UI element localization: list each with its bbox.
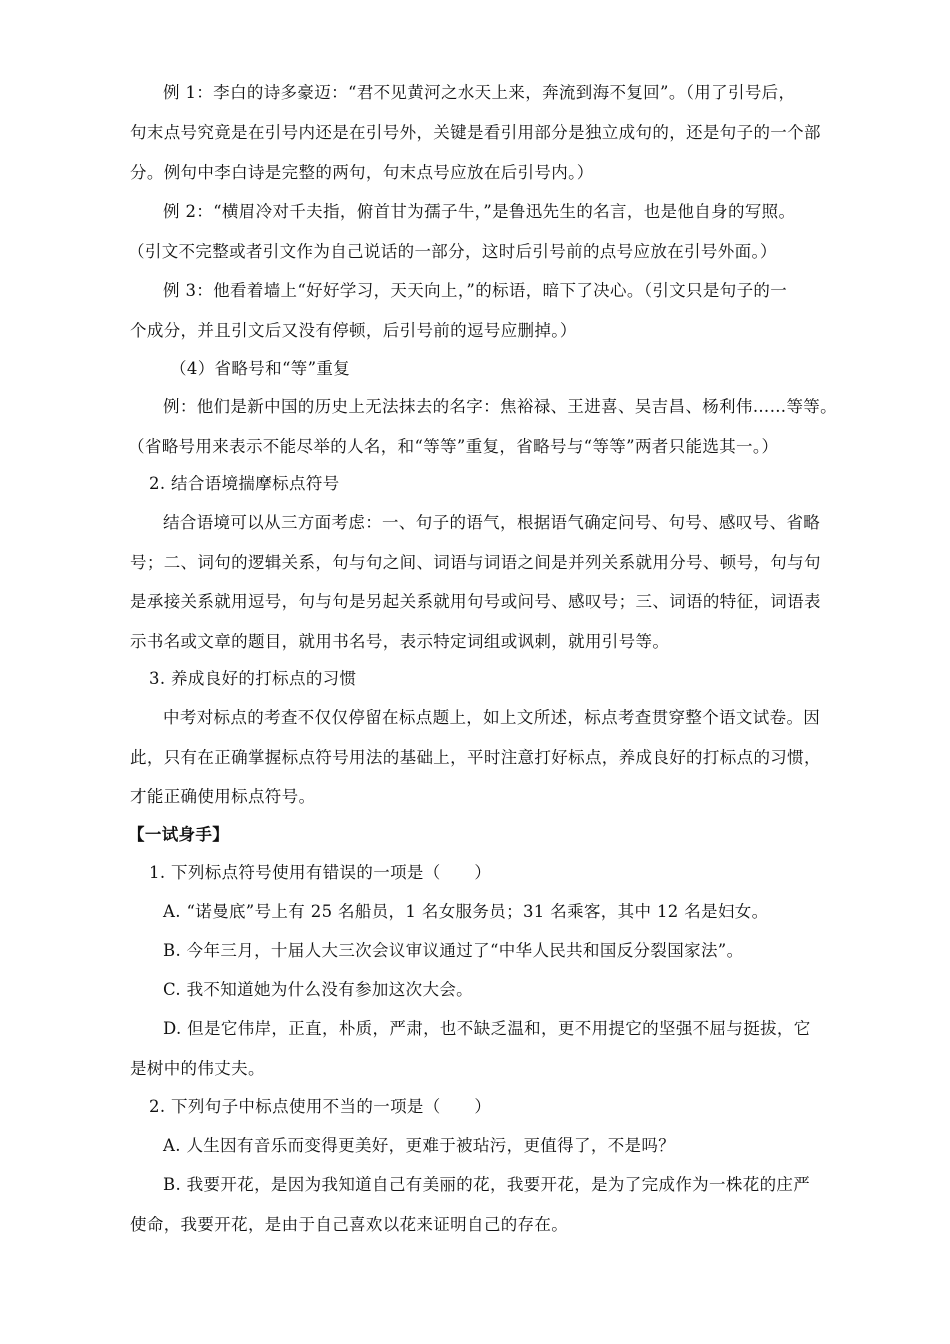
exercise-heading: 【一试身手】 xyxy=(128,825,230,844)
text-line: 例 1：李白的诗多豪迈：“君不见黄河之水天上来，奔流到海不复回”。（用了引号后， xyxy=(163,83,796,102)
text-line: 号；二、词句的逻辑关系，句与句之间、词语与词语之间是并列关系就用分号、顿号，句与句 xyxy=(130,553,821,572)
text-line: 句末点号究竟是在引号内还是在引号外，关键是看引用部分是独立成句的，还是句子的一个部 xyxy=(130,123,821,142)
option-line: D. 但是它伟岸，正直，朴质，严肃，也不缺乏温和，更不用提它的坚强不屈与挺拔，它 xyxy=(163,1019,811,1038)
text-line: 个成分，并且引文后又没有停顿，后引号前的逗号应删掉。） xyxy=(130,321,577,340)
option-line: A. 人生因有音乐而变得更美好，更难于被玷污，更值得了，不是吗？ xyxy=(163,1136,676,1155)
question-line: 1. 下列标点符号使用有错误的一项是（ ） xyxy=(149,863,492,882)
text-line: 此，只有在正确掌握标点符号用法的基础上，平时注意打好标点，养成良好的打标点的习惯， xyxy=(130,748,821,767)
question-line: 2. 下列句子中标点使用不当的一项是（ ） xyxy=(149,1097,492,1116)
option-line: C. 我不知道她为什么没有参加这次大会。 xyxy=(163,980,474,999)
text-line: 示书名或文章的题目，就用书名号，表示特定词组或讽刺，就用引号等。 xyxy=(130,632,670,651)
section-heading: 2. 结合语境揣摩标点符号 xyxy=(149,474,340,493)
option-line: B. 今年三月，十届人大三次会议审议通过了“中华人民共和国反分裂国家法”。 xyxy=(163,941,744,960)
text-line: 是承接关系就用逗号，句与句是另起关系就用句号或问号、感叹号；三、词语的特征，词语表 xyxy=(130,592,821,611)
text-line: 例 3：他看着墙上“好好学习，天天向上，”的标语，暗下了决心。（引文只是句子的一 xyxy=(163,281,788,300)
option-line: 是树中的伟丈夫。 xyxy=(130,1059,265,1078)
text-line: 才能正确使用标点符号。 xyxy=(130,787,316,806)
option-line: A. “诺曼底”号上有 25 名船员，1 名女服务员；31 名乘客，其中 12 名是妇女。 xyxy=(163,902,769,921)
text-line: （引文不完整或者引文作为自己说话的一部分，这时后引号前的点号应放在引号外面。） xyxy=(128,242,777,261)
text-line: 例：他们是新中国的历史上无法抹去的名字：焦裕禄、王进喜、吴吉昌、杨利伟……等等。 xyxy=(163,397,837,416)
option-line: 使命，我要开花，是由于自己喜欢以花来证明自己的存在。 xyxy=(130,1215,569,1234)
text-line: 分。例句中李白诗是完整的两句，句末点号应放在后引号内。） xyxy=(130,163,594,182)
section-heading: 3. 养成良好的打标点的习惯 xyxy=(149,669,357,688)
text-line: 中考对标点的考查不仅仅停留在标点题上，如上文所述，标点考查贯穿整个语文试卷。因 xyxy=(163,708,821,727)
text-line: 例 2：“横眉冷对千夫指，俯首甘为孺子牛，”是鲁迅先生的名言，也是他自身的写照。 xyxy=(163,202,796,221)
option-line: B. 我要开花，是因为我知道自己有美丽的花，我要开花，是为了完成作为一株花的庄严 xyxy=(163,1175,811,1194)
text-line: （省略号用来表示不能尽举的人名，和“等等”重复，省略号与“等等”两者只能选其一。） xyxy=(128,437,779,456)
section-heading: （4）省略号和“等”重复 xyxy=(170,359,351,378)
text-line: 结合语境可以从三方面考虑：一、句子的语气，根据语气确定问号、句号、感叹号、省略 xyxy=(163,513,821,532)
